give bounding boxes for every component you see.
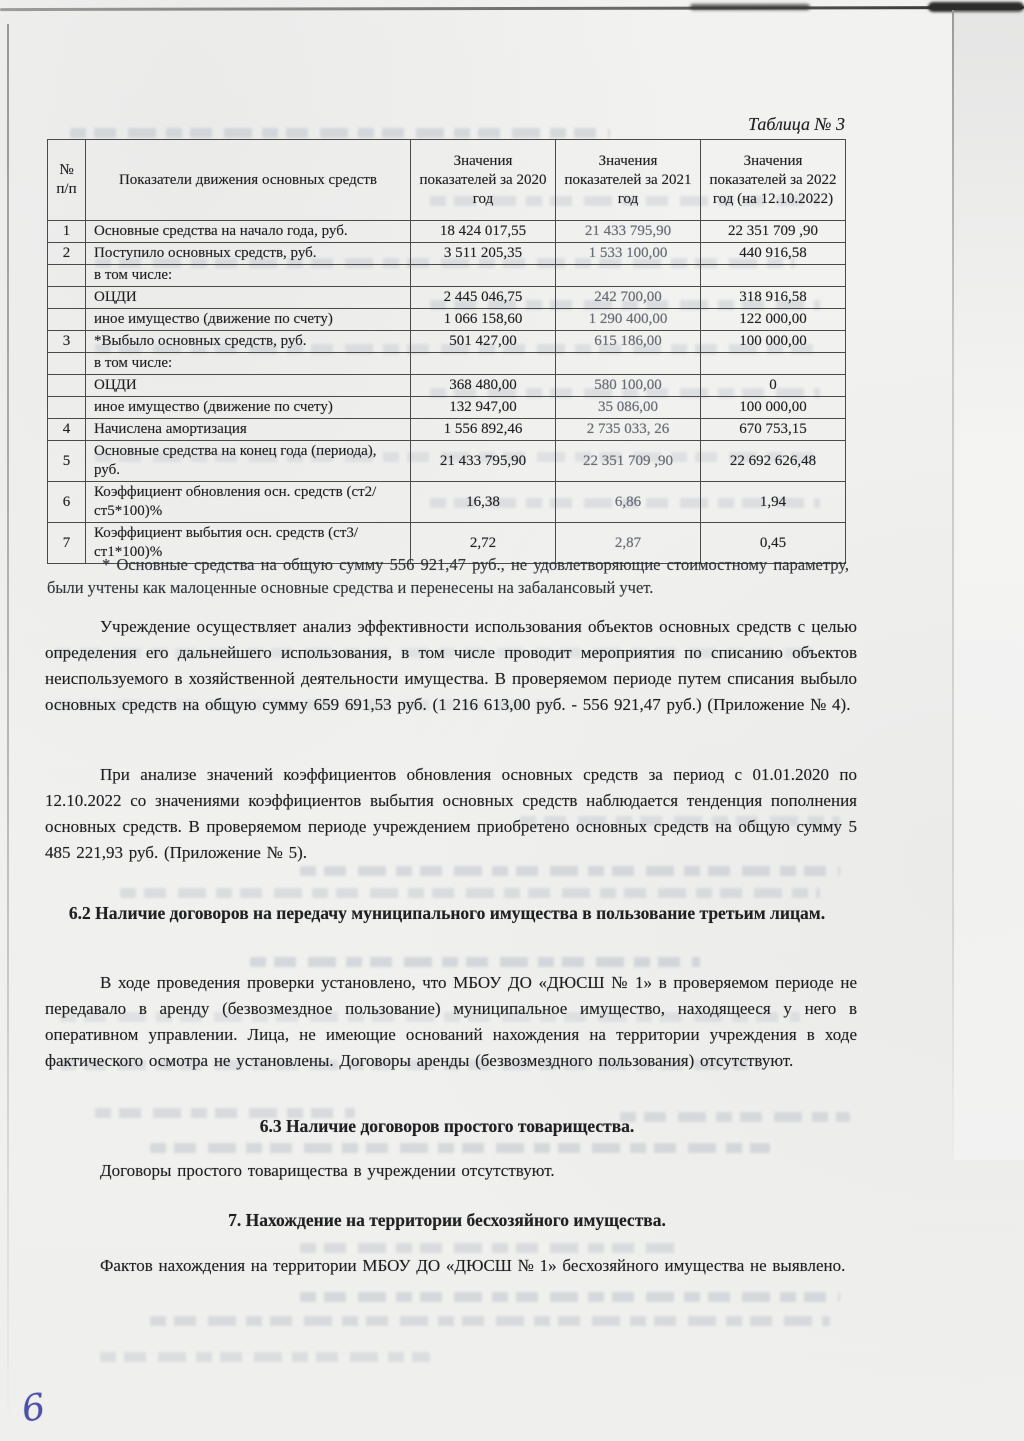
handwritten-page-number: 6 — [18, 1386, 48, 1431]
value-2021 — [556, 353, 701, 375]
scan-right-seam-shade — [954, 10, 1024, 1160]
header-2020: Значения показателей за 2020 год — [411, 140, 556, 221]
bleed-through-artifact — [100, 1352, 430, 1362]
table-row — [48, 331, 846, 353]
value-2020: 2 445 046,75 — [411, 287, 556, 309]
row-label: иное имущество (движение по счету) — [86, 397, 411, 419]
row-label: в том числе: — [86, 265, 411, 287]
value-2022 — [701, 265, 846, 287]
paragraph-coefficients-analysis: При анализе значений коэффициентов обновления основных средств за период с 01.01.2020 по 12.10.2022 со значениями коэффициентов выбытия основных средств наблюдается тенденция пополнения основных средств. В проверяемом периоде учреждением приобретено основных средств на общую сумму 5 485 221,93 руб. (Приложение № 5). — [45, 765, 857, 862]
row-label: Начислена амортизация — [86, 419, 411, 441]
table-row — [48, 221, 846, 243]
value-2020: 21 433 795,90 — [411, 441, 556, 482]
value-2020: 1 066 158,60 — [411, 309, 556, 331]
value-2022 — [701, 353, 846, 375]
bleed-through-artifact — [150, 1143, 770, 1153]
table-row — [48, 419, 846, 441]
value-2021: 1 290 400,00 — [556, 309, 701, 331]
table-row — [48, 482, 846, 523]
row-label: Коэффициент обновления осн. средств (ст2/ст5*100)% — [86, 482, 411, 523]
row-label: Коэффициент выбытия осн. средств (ст3/ст1*100)% — [86, 523, 411, 564]
row-label: Основные средства на конец года (периода), руб. — [86, 441, 411, 482]
row-num — [48, 397, 86, 419]
header-indicators: Показатели движения основных средств — [86, 140, 411, 221]
row-num: 5 — [48, 441, 86, 482]
value-2021: 615 186,00 — [556, 331, 701, 353]
value-2021: 21 433 795,90 — [556, 221, 701, 243]
row-label: в том числе: — [86, 353, 411, 375]
value-2020: 3 511 205,35 — [411, 243, 556, 265]
value-2021: 35 086,00 — [556, 397, 701, 419]
bleed-through-artifact — [250, 957, 700, 967]
row-num: 3 — [48, 331, 86, 353]
bleed-through-artifact — [300, 866, 840, 876]
value-2021: 580 100,00 — [556, 375, 701, 397]
value-2022: 0 — [701, 375, 846, 397]
value-2020: 132 947,00 — [411, 397, 556, 419]
row-num — [48, 287, 86, 309]
paragraph-partnership-agreements: Договоры простого товарищества в учреждении отсутствуют. — [100, 1161, 555, 1180]
value-2022: 100 000,00 — [701, 397, 846, 419]
value-2020: 2,72 — [411, 523, 556, 564]
table-row — [48, 265, 846, 287]
value-2022: 22 351 709 ,90 — [701, 221, 846, 243]
bleed-through-artifact — [120, 888, 820, 898]
table-row — [48, 375, 846, 397]
table-row — [48, 441, 846, 482]
paragraph-ownerless-property: Фактов нахождения на территории МБОУ ДО «ДЮСШ № 1» бесхозяйного имущества не выявлено. — [100, 1256, 846, 1275]
paragraph-asset-analysis: Учреждение осуществляет анализ эффективности использования объектов основных средств с целью определения его дальнейшего использования, в том числе проводит мероприятия по списанию объектов неиспользуемого в хозяйственной деятельности имущества. В проверяемом периоде путем списания выбыло основных средств на общую сумму 659 691,53 руб. (1 216 613,00 руб. - 556 921,47 руб.) (Приложение № 4). — [45, 617, 857, 714]
value-2022: 318 916,58 — [701, 287, 846, 309]
value-2020: 368 480,00 — [411, 375, 556, 397]
table-row — [48, 353, 846, 375]
heading-6-2: 6.2 Наличие договоров на передачу муниципального имущества в пользование третьим лицам. — [68, 903, 826, 923]
value-2022: 670 753,15 — [701, 419, 846, 441]
value-2020 — [411, 353, 556, 375]
row-num — [48, 309, 86, 331]
row-label: иное имущество (движение по счету) — [86, 309, 411, 331]
bleed-through-artifact — [70, 128, 610, 138]
row-num — [48, 375, 86, 397]
table-row — [48, 309, 846, 331]
table-footnote: * Основные средства на общую сумму 556 921,47 руб., не удовлетворяющие стоимостному параметру, были учтены как малоценные основные средства и перенесены на забалансовый учет. — [47, 555, 849, 597]
row-num — [48, 265, 86, 287]
value-2021: 242 700,00 — [556, 287, 701, 309]
scan-top-edge-shadow — [690, 4, 810, 10]
scan-left-edge — [7, 24, 9, 1434]
value-2021: 22 351 709 ,90 — [556, 441, 701, 482]
value-2021: 2 735 033, 26 — [556, 419, 701, 441]
row-num: 1 — [48, 221, 86, 243]
row-num — [48, 353, 86, 375]
header-2021: Значения показателей за 2021 год — [556, 140, 701, 221]
value-2020: 16,38 — [411, 482, 556, 523]
row-label: Поступило основных средств, руб. — [86, 243, 411, 265]
table-row — [48, 287, 846, 309]
table-row — [48, 243, 846, 265]
row-label: ОЦДИ — [86, 375, 411, 397]
row-num: 2 — [48, 243, 86, 265]
scan-top-edge — [0, 6, 1024, 11]
table-caption: Таблица № 3 — [747, 114, 845, 134]
value-2022: 440 916,58 — [701, 243, 846, 265]
header-row-number: № п/п — [48, 140, 86, 221]
header-2022: Значения показателей за 2022 год (на 12.10.2022) — [701, 140, 846, 221]
value-2020: 18 424 017,55 — [411, 221, 556, 243]
table-row — [48, 397, 846, 419]
value-2021: 6,86 — [556, 482, 701, 523]
value-2021: 2,87 — [556, 523, 701, 564]
value-2021: 1 533 100,00 — [556, 243, 701, 265]
value-2020 — [411, 265, 556, 287]
value-2022: 1,94 — [701, 482, 846, 523]
bleed-through-artifact — [300, 1243, 680, 1253]
row-label: ОЦДИ — [86, 287, 411, 309]
fixed-assets-table — [47, 139, 846, 564]
bleed-through-artifact — [150, 1316, 830, 1326]
value-2022: 100 000,00 — [701, 331, 846, 353]
row-label: Основные средства на начало года, руб. — [86, 221, 411, 243]
row-num: 7 — [48, 523, 86, 564]
bleed-through-artifact — [300, 1292, 840, 1302]
heading-6-3: 6.3 Наличие договоров простого товарищества. — [259, 1116, 635, 1136]
row-num: 6 — [48, 482, 86, 523]
value-2022: 122 000,00 — [701, 309, 846, 331]
paragraph-lease-check: В ходе проведения проверки установлено, что МБОУ ДО «ДЮСШ № 1» в проверяемом периоде не передавало в аренду (безвозмездное пользование) муниципальное имущество, находящееся у него в оперативном управлении. Лица, не имеющие оснований нахождения на территории учреждения в ходе фактического осмотра не установлены. Договоры аренды (безвозмездного пользования) отсутствуют. — [45, 973, 857, 1070]
heading-7: 7. Нахождение на территории бесхозяйного имущества. — [228, 1210, 666, 1230]
value-2022: 0,45 — [701, 523, 846, 564]
row-label: *Выбыло основных средств, руб. — [86, 331, 411, 353]
value-2022: 22 692 626,48 — [701, 441, 846, 482]
table-header-row — [48, 140, 846, 221]
row-num: 4 — [48, 419, 86, 441]
value-2020: 1 556 892,46 — [411, 419, 556, 441]
value-2020: 501 427,00 — [411, 331, 556, 353]
value-2021 — [556, 265, 701, 287]
